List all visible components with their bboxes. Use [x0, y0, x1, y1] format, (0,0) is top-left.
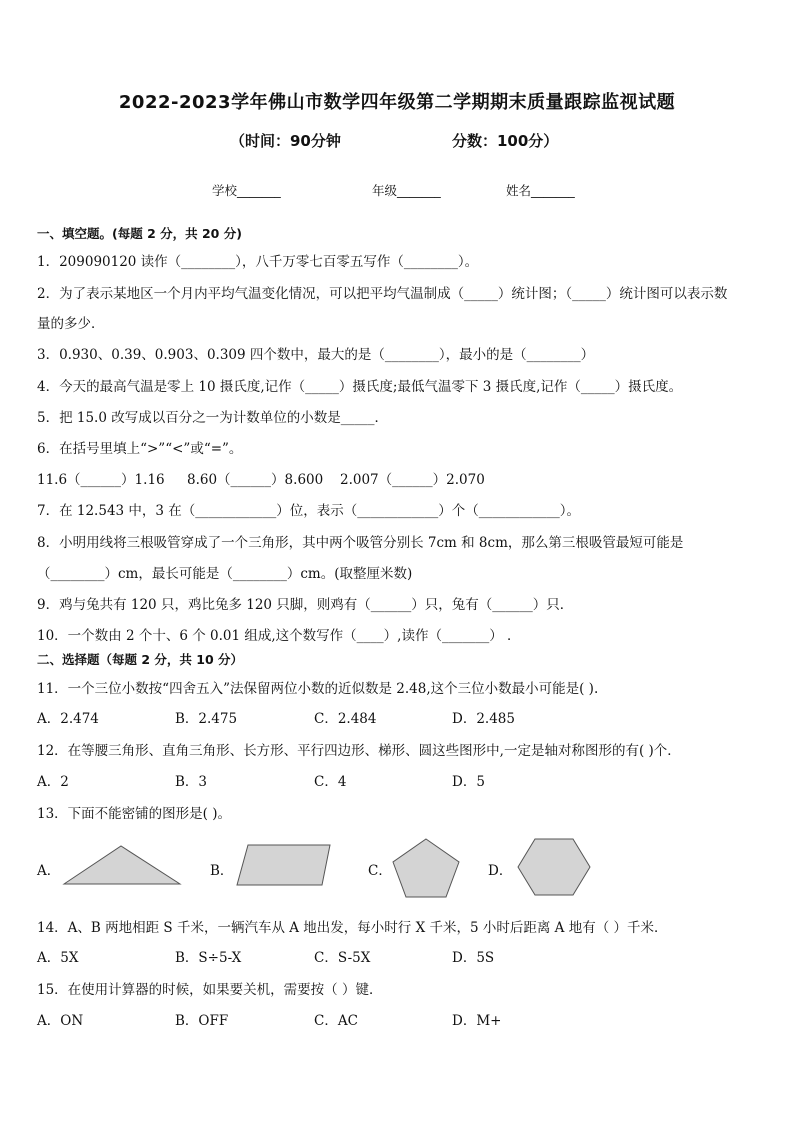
question-3: 3．0.930、0.39、0.903、0.309 四个数中，最大的是（________），最小的是（________） [37, 347, 595, 363]
school-field[interactable]: 学校_______ [212, 183, 281, 198]
question-11: 11．一个三位小数按“四舍五入”法保留两位小数的近似数是 2.48,这个三位小数最小可能是( ). [37, 681, 599, 697]
question-6: 6．在括号里填上“>”“<”或“=”。 [37, 441, 243, 457]
hexagon-shape[interactable] [515, 836, 593, 898]
option-c-label[interactable]: C． [368, 863, 392, 879]
question-7: 7．在 12.543 中，3 在（____________）位，表示（____________）个（____________）。 [37, 503, 581, 519]
question-2-line1: 2．为了表示某地区一个月内平均气温变化情况，可以把平均气温制成（_____）统计图；（_____）统计图可以表示数 [37, 286, 728, 302]
option-b[interactable]: B．S÷5-X [175, 950, 242, 966]
question-1: 1．209090120 读作（________），八千万零七百零五写作（________）。 [37, 254, 479, 270]
option-c[interactable]: C．2.484 [314, 711, 377, 727]
option-c[interactable]: C．S-5X [314, 950, 371, 966]
option-a[interactable]: A．5X [37, 950, 79, 966]
option-d[interactable]: D．M+ [452, 1013, 502, 1029]
parallelogram-shape[interactable] [234, 842, 334, 888]
section1-heading: 一、填空题。(每题 2 分，共 20 分) [37, 226, 242, 241]
pentagon-shape[interactable] [390, 836, 462, 900]
question-6c: 2.007（______）2.070 [340, 472, 485, 488]
option-a[interactable]: A．ON [37, 1013, 84, 1029]
grade-field[interactable]: 年级_______ [372, 183, 441, 198]
question-6b: 8.60（______）8.600 [187, 472, 324, 488]
option-b[interactable]: B．2.475 [175, 711, 238, 727]
question-6a: 11.6（______）1.16 [37, 472, 165, 488]
option-c[interactable]: C．AC [314, 1013, 358, 1029]
exam-time: （时间：90分钟 [230, 132, 341, 150]
option-d[interactable]: D．5 [452, 774, 485, 790]
triangle-shape[interactable] [60, 842, 184, 888]
option-d-label[interactable]: D． [488, 863, 513, 879]
question-12: 12．在等腰三角形、直角三角形、长方形、平行四边形、梯形、圆这些图形中,一定是轴对称图形的有( )个． [37, 743, 681, 759]
option-c[interactable]: C．4 [314, 774, 347, 790]
option-b-label[interactable]: B． [210, 863, 234, 879]
option-a-label[interactable]: A． [37, 863, 61, 879]
question-8-line1: 8．小明用线将三根吸管穿成了一个三角形，其中两个吸管分别长 7cm 和 8cm，那么第三根吸管最短可能是 [37, 535, 684, 551]
question-14: 14．A、B 两地相距 S 千米，一辆汽车从 A 地出发，每小时行 X 千米，5 小时后距离 A 地有（ ）千米． [37, 920, 668, 936]
exam-score: 分数：100分） [452, 132, 559, 150]
section2-heading: 二、选择题（每题 2 分，共 10 分） [37, 652, 244, 667]
question-13: 13．下面不能密铺的图形是( )。 [37, 806, 232, 822]
question-2-line2: 量的多少． [37, 316, 105, 332]
question-10: 10．一个数由 2 个十、6 个 0.01 组成,这个数写作（____）,读作（_______） ． [37, 628, 521, 644]
question-4: 4．今天的最高气温是零上 10 摄氏度,记作（_____）摄氏度;最低气温零下 3 摄氏度,记作（_____）摄氏度。 [37, 379, 683, 395]
option-b[interactable]: B．OFF [175, 1013, 229, 1029]
question-8-line2: （________）cm，最长可能是（________）cm。(取整厘米数) [37, 566, 413, 582]
option-a[interactable]: A．2 [37, 774, 69, 790]
question-9: 9．鸡与兔共有 120 只，鸡比兔多 120 只脚，则鸡有（______）只，兔有（______）只． [37, 597, 574, 613]
page-title: 2022-2023学年佛山市数学四年级第二学期期末质量跟踪监视试题 [118, 92, 676, 113]
question-5: 5．把 15.0 改写成以百分之一为计数单位的小数是_____． [37, 410, 388, 426]
option-b[interactable]: B．3 [175, 774, 208, 790]
option-d[interactable]: D．5S [452, 950, 495, 966]
name-field[interactable]: 姓名_______ [506, 183, 575, 198]
option-a[interactable]: A．2.474 [37, 711, 99, 727]
question-15: 15．在使用计算器的时候，如果要关机，需要按（ ）键． [37, 982, 383, 998]
option-d[interactable]: D．2.485 [452, 711, 515, 727]
